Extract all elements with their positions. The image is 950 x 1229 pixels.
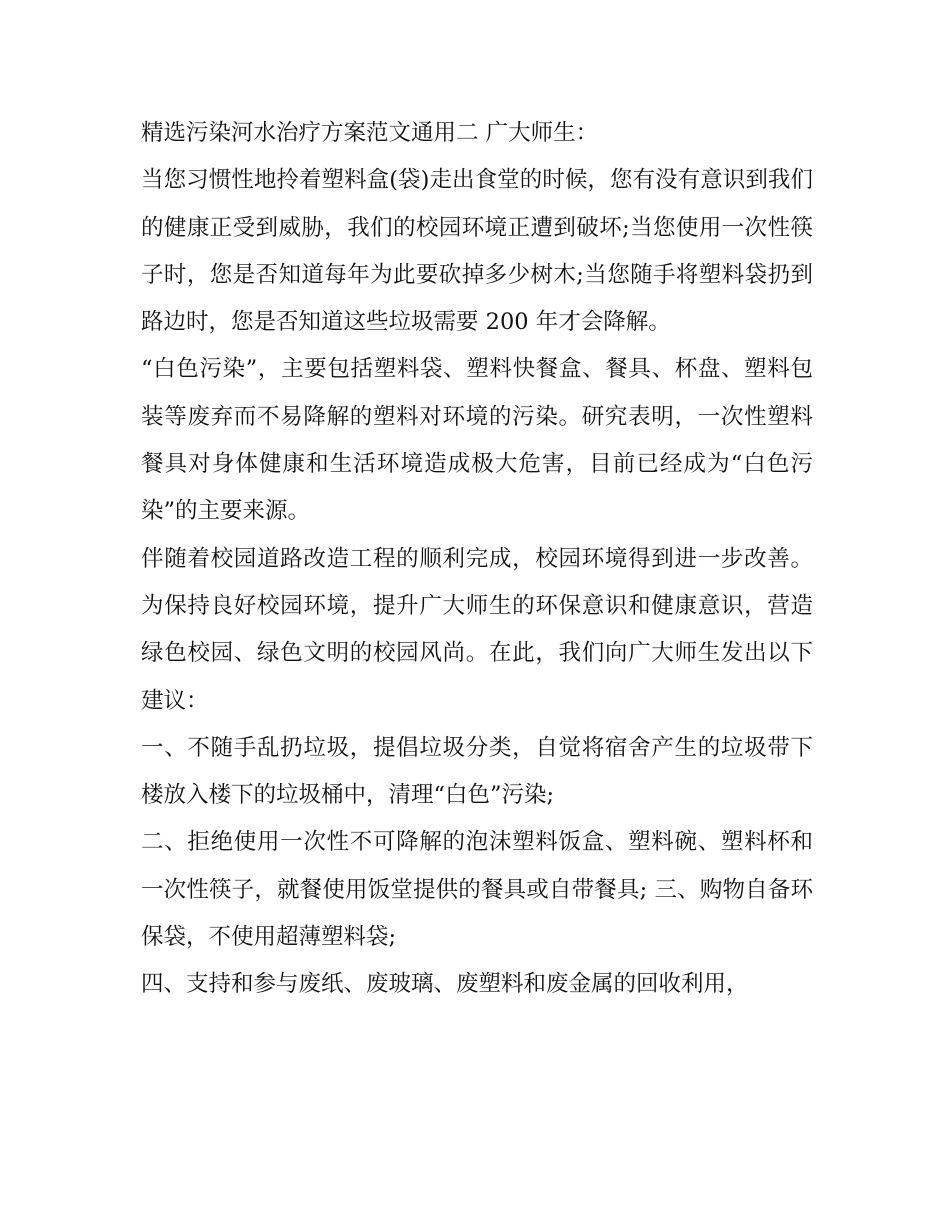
paragraph: 四、支持和参与废纸、废玻璃、废塑料和废金属的回收利用，: [141, 971, 749, 998]
paragraph: “白色污染”，主要包括塑料袋、塑料快餐盒、餐具、杯盘、塑料包装等废弃而不易降解的塑料对环境的污染。研究表明，一次性塑料餐具对身体健康和生活环境造成极大危害，目前已经成为“白色污染”的主要来源。: [141, 356, 813, 525]
paragraph-title: 精选污染河水治疗方案范文通用二 广大师生：: [141, 120, 599, 146]
paragraph: 一、不随手乱扔垃圾，提倡垃圾分类，自觉将宿舍产生的垃圾带下楼放入楼下的垃圾桶中，清理“白色”污染;: [141, 734, 813, 809]
document-body: [141, 110, 813, 1009]
paragraph: 二、拒绝使用一次性不可降解的泡沫塑料饭盒、塑料碗、塑料杯和一次性筷子，就餐使用饭堂提供的餐具或自带餐具; 三、购物自备环保袋，不使用超薄塑料袋;: [141, 829, 813, 951]
paragraph: 伴随着校园道路改造工程的顺利完成，校园环境得到进一步改善。为保持良好校园环境，提升广大师生的环保意识和健康意识，营造绿色校园、绿色文明的校园风尚。在此，我们向广大师生发出以下建议：: [141, 545, 813, 714]
paragraph: 当您习惯性地拎着塑料盒(袋)走出食堂的时候，您有没有意识到我们的健康正受到威胁，我们的校园环境正遭到破坏;当您使用一次性筷子时，您是否知道每年为此要砍掉多少树木;当您随手将塑料袋扔到路边时，您是否知道这些垃圾需要 200 年才会降解。: [141, 167, 813, 336]
